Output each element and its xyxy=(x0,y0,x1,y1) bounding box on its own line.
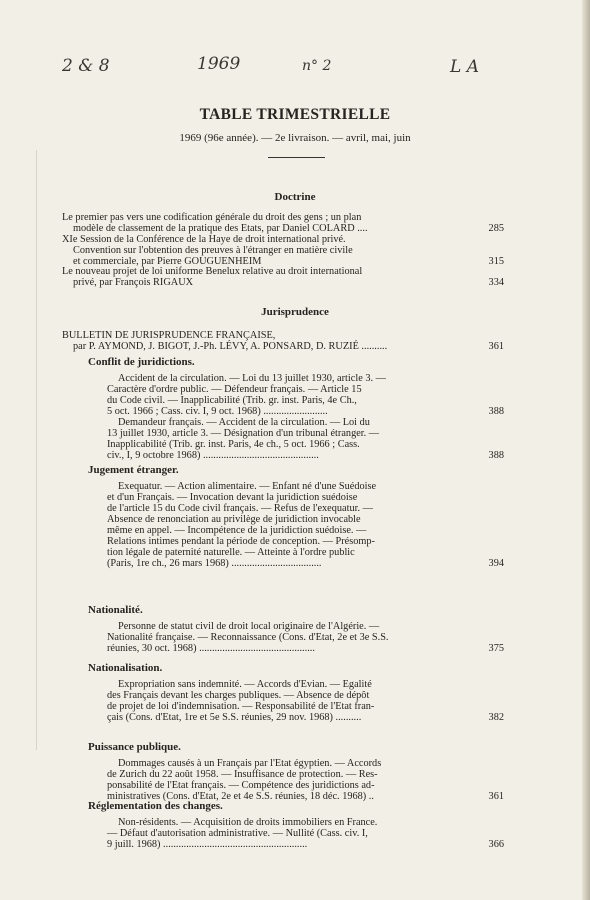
subsection-title: Conflit de juridictions. xyxy=(88,356,195,368)
toc-line: 13 juillet 1930, article 3. — Désignation d'un tribunal étranger. — xyxy=(107,428,380,439)
page-number: 388 xyxy=(488,450,504,461)
toc-line: de projet de loi d'indemnisation. — Responsabilité de l'Etat fran- xyxy=(107,701,375,712)
toc-line: de l'article 15 du Code civil français. — Refus de l'exequatur. — xyxy=(107,503,373,514)
page-number: 361 xyxy=(488,341,504,352)
toc-line: modèle de classement de la pratique des Etats, par Daniel COLARD .... xyxy=(73,223,368,234)
toc-line: civ., I, 9 octobre 1968) ............................................. xyxy=(107,450,319,461)
toc-line: Le nouveau projet de loi uniforme Benelux relative au droit international xyxy=(62,266,363,277)
subsection-title: Réglementation des changes. xyxy=(88,800,223,812)
handwritten-note-year: 1969 xyxy=(197,54,241,74)
toc-line: Demandeur français. — Accident de la circulation. — Loi du xyxy=(118,417,370,428)
page-number: 285 xyxy=(488,223,504,234)
page-number: 361 xyxy=(488,791,504,802)
page-number: 394 xyxy=(488,558,504,569)
toc-line: et commerciale, par Pierre GOUGUENHEIM xyxy=(73,256,262,267)
page-number: 375 xyxy=(488,643,504,654)
toc-line: Le premier pas vers une codification générale du droit des gens ; un plan xyxy=(62,212,362,223)
subsection-title: Nationalité. xyxy=(88,604,143,616)
toc-line: Convention sur l'obtention des preuves à l'étranger en matière civile xyxy=(73,245,353,256)
toc-line: Absence de renonciation au privilège de juridiction invocable xyxy=(107,514,361,525)
toc-line: XIe Session de la Conférence de la Haye de droit international privé. xyxy=(62,234,346,245)
toc-line: même en appel. — Incompétence de la juridiction suédoise. — xyxy=(107,525,367,536)
handwritten-note-left: 2 & 8 xyxy=(62,56,110,76)
toc-line: Personne de statut civil de droit local originaire de l'Algérie. — xyxy=(118,621,380,632)
toc-line: Nationalité française. — Reconnaissance (Cons. d'Etat, 2e et 3e S.S. xyxy=(107,632,389,643)
toc-line: privé, par François RIGAUX xyxy=(73,277,194,288)
toc-line: Exequatur. — Action alimentaire. — Enfant né d'une Suédoise xyxy=(118,481,377,492)
toc-line: 9 juill. 1968) ........................................................ xyxy=(107,839,308,850)
toc-line: de Zurich du 22 août 1958. — Insuffisance de protection. — Res- xyxy=(107,769,378,780)
page-number: 366 xyxy=(488,839,504,850)
page-title: TABLE TRIMESTRIELLE xyxy=(199,106,391,123)
heading-doctrine: Doctrine xyxy=(274,191,316,203)
toc-line: Relations intimes pendant la période de conception. — Présomp- xyxy=(107,536,375,547)
toc-line: — Défaut d'autorisation administrative. — Nullité (Cass. civ. I, xyxy=(107,828,368,839)
page-number: 382 xyxy=(488,712,504,723)
toc-line: 5 oct. 1966 ; Cass. civ. I, 9 oct. 1968) ......................... xyxy=(107,406,328,417)
page-subtitle: 1969 (96e année). — 2e livraison. — avril, mai, juin xyxy=(179,132,411,144)
toc-line: Non-résidents. — Acquisition de droits immobiliers en France. xyxy=(118,817,378,828)
subsection-title: Puissance publique. xyxy=(88,741,181,753)
toc-line: çais (Cons. d'Etat, 1re et 5e S.S. réunies, 29 nov. 1968) .......... xyxy=(107,712,362,723)
toc-line: Accident de la circulation. — Loi du 13 juillet 1930, article 3. — xyxy=(118,373,386,384)
toc-line: du Code civil. — Inapplicabilité (Trib. gr. inst. Paris, 4e Ch., xyxy=(107,395,357,406)
scan-shadow-left xyxy=(36,150,37,750)
toc-line: tion légale de paternité naturelle. — Atteinte à l'ordre public xyxy=(107,547,355,558)
toc-line: par P. AYMOND, J. BIGOT, J.-Ph. LÉVY, A. PONSARD, D. RUZIÉ .......... xyxy=(73,341,388,352)
toc-line: (Paris, 1re ch., 26 mars 1968) ................................... xyxy=(107,558,322,569)
subsection-title: Nationalisation. xyxy=(88,662,163,674)
handwritten-note-right: L A xyxy=(450,57,479,77)
page-number: 388 xyxy=(488,406,504,417)
title-divider xyxy=(268,157,325,158)
toc-line: et d'un Français. — Invocation devant la juridiction suédoise xyxy=(107,492,358,503)
heading-jurisprudence: Jurisprudence xyxy=(261,306,329,318)
toc-line: ministratives (Cons. d'Etat, 2e et 4e S.S. réunies, 18 déc. 1968) .. xyxy=(107,791,374,802)
toc-line: réunies, 30 oct. 1968) ............................................. xyxy=(107,643,315,654)
toc-line: ponsabilité de l'Etat français. — Compétence des juridictions ad- xyxy=(107,780,375,791)
handwritten-note-issue: n° 2 xyxy=(302,58,332,74)
toc-line: Caractère d'ordre public. — Défendeur français. — Article 15 xyxy=(107,384,362,395)
toc-line: des Français devant les charges publiques. — Absence de dépôt xyxy=(107,690,370,701)
toc-line: Dommages causés à un Français par l'Etat égyptien. — Accords xyxy=(118,758,382,769)
toc-line: Inapplicabilité (Trib. gr. inst. Paris, 4e ch., 5 oct. 1966 ; Cass. xyxy=(107,439,360,450)
toc-line: Expropriation sans indemnité. — Accords d'Evian. — Egalité xyxy=(118,679,372,690)
toc-line: BULLETIN DE JURISPRUDENCE FRANÇAISE, xyxy=(62,330,276,341)
page-number: 315 xyxy=(488,256,504,267)
subsection-title: Jugement étranger. xyxy=(88,464,179,476)
page-number: 334 xyxy=(488,277,504,288)
